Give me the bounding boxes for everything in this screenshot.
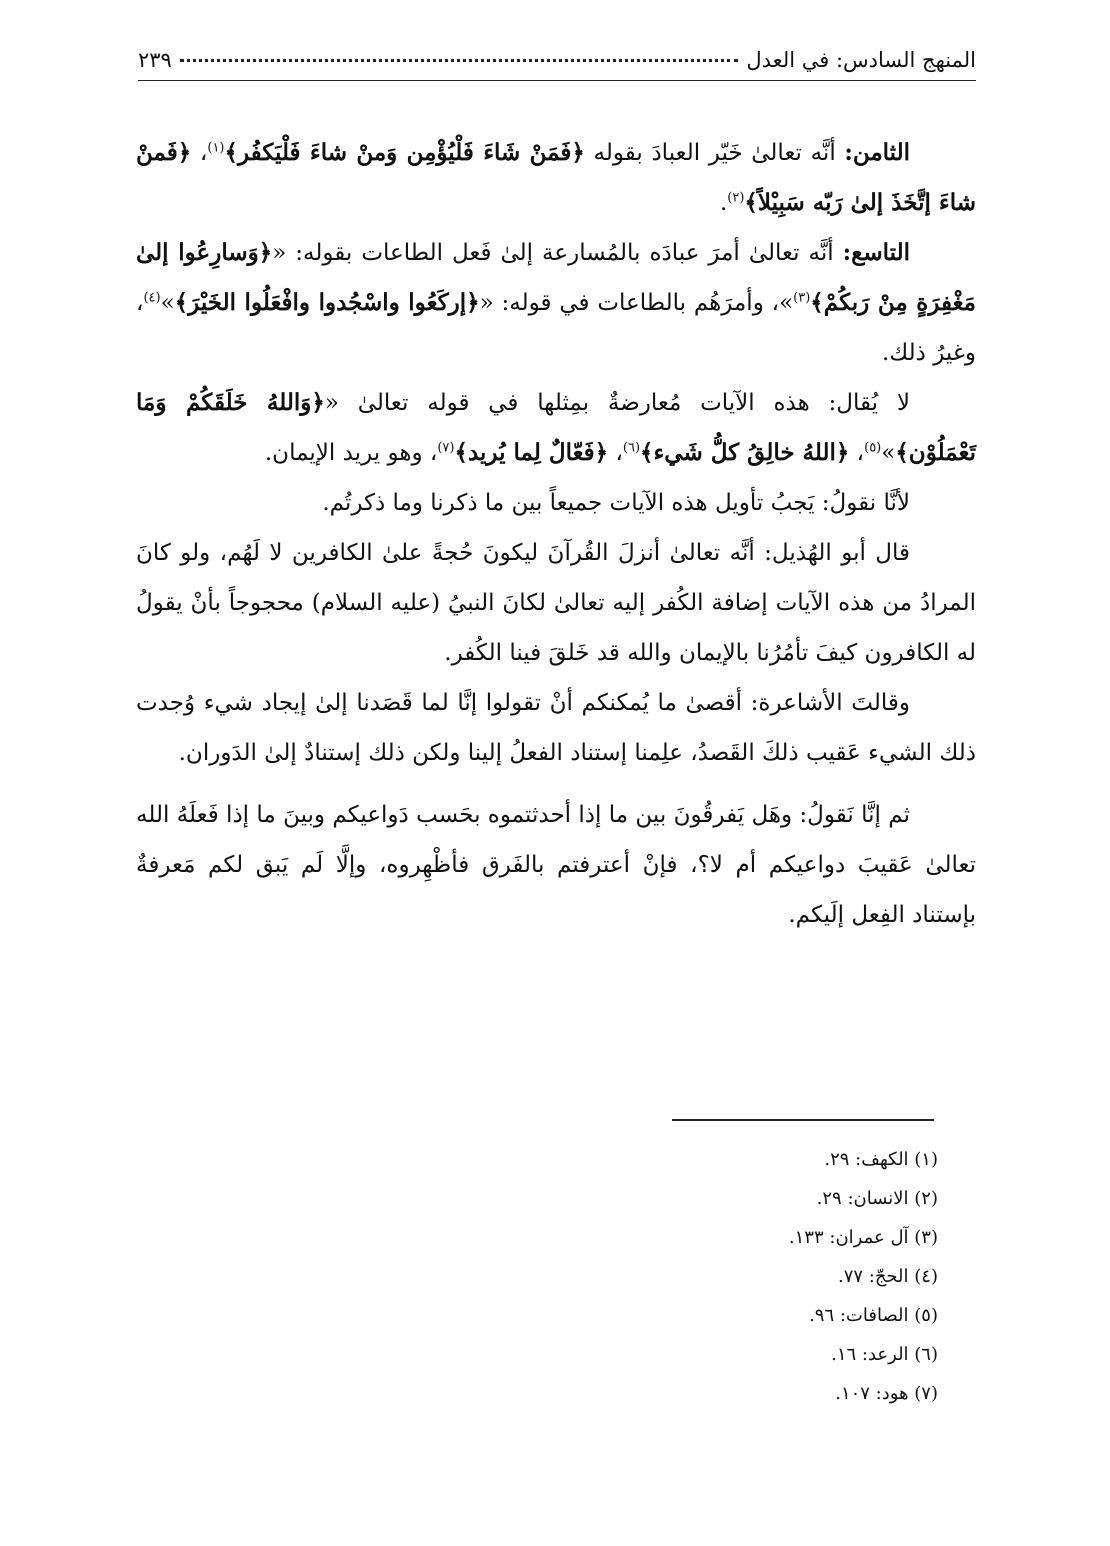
quran-quote: ﴿فَعّالٌ لِما يُريد﴾ bbox=[454, 439, 609, 466]
footnote-5: (٥) الصافات: ٩٦. bbox=[809, 1305, 938, 1326]
footnote-ref: (٢) bbox=[727, 190, 745, 206]
paragraph-abu-hudhayl: قال أبو الهُذيل: أنَّه تعالىٰ أنزلَ القُرآنَ ليكونَ حُجةً علىٰ الكافرين لا لَهُم، ولو كانَ المرادُ من هذه الآيات إضافة الكُفر إليه تعالىٰ لكانَ النبيُ (عليه السلام) محجوجاً بأنْ يقولُ له الكافرون كيفَ تأمُرُنا بالإيمان والله قد خَلقَ فينا الكُفر. bbox=[136, 540, 977, 666]
text-run: أنَّه تعالىٰ أمرَ عبادَه بالمُسارعة إلىٰ فَعل الطاعات بقوله: « bbox=[272, 240, 843, 266]
footnote-ref: (٥) bbox=[864, 440, 882, 456]
paragraph-objection bbox=[136, 378, 976, 478]
quran-quote: ﴿وَسارِعُوا إلىٰ مَغْفِرَةٍ مِنْ رَبكُمْ﴾ bbox=[136, 239, 976, 316]
text-run: ، bbox=[191, 140, 208, 166]
quran-quote: ﴿فَمَنْ شَاءَ فَلْيُؤْمِن وَمنْ شاءَ فَلْيَكفُر﴾ bbox=[224, 139, 585, 166]
footnote-6: (٦) الرعد: ١٦. bbox=[831, 1344, 938, 1365]
running-header bbox=[138, 40, 976, 81]
paragraph-reply: لأنَّا نقولُ: يَجبُ تأويل هذه الآيات جميعاً بين ما ذكرنا وما ذكرتُم. bbox=[322, 490, 910, 516]
footnote-ref: (٦) bbox=[622, 440, 641, 456]
footnote-ref: (٣) bbox=[793, 290, 811, 306]
footnote-separator bbox=[672, 1119, 934, 1121]
paragraph-label: الثامن: bbox=[844, 139, 911, 166]
chapter-title: المنهج السادس: في العدل bbox=[746, 48, 976, 72]
quran-quote: ﴿وَاللهُ خَلَقَكُمْ وَمَا تَعْمَلُوْن﴾ bbox=[136, 389, 976, 466]
paragraph-eighth bbox=[136, 128, 976, 228]
text-run: . bbox=[719, 190, 728, 216]
quran-quote: ﴿إركَعُوا واسْجُدوا وافْعَلُوا الخَيْرَ﴾ bbox=[174, 289, 480, 316]
paragraph-ninth bbox=[136, 228, 976, 378]
text-run: » bbox=[881, 440, 896, 466]
text-run: »، وأمرَهُم بالطاعات في قوله: « bbox=[479, 290, 794, 316]
paragraph-label: التاسع: bbox=[842, 239, 910, 266]
main-text bbox=[136, 128, 976, 940]
footnote-4: (٤) الحجّ: ٧٧. bbox=[837, 1266, 938, 1287]
text-run: ، وهو يريد الإيمان. bbox=[264, 440, 438, 466]
text-run: لا يُقال: هذه الآيات مُعارضةٌ بمِثلها في قوله تعالىٰ « bbox=[324, 390, 910, 416]
page-number: ٢٣٩ bbox=[138, 48, 172, 72]
quran-quote: ﴿اللهُ خالِقُ كلُّ شَيء﴾ bbox=[640, 439, 850, 466]
footnote-2: (٢) الانسان: ٢٩. bbox=[816, 1188, 938, 1209]
text-run: ، bbox=[849, 440, 865, 466]
footnote-1: (١) الكهف: ٢٩. bbox=[824, 1149, 938, 1170]
footnote-7: (٧) هود: ١٠٧. bbox=[835, 1383, 938, 1404]
footnote-ref: (٧) bbox=[437, 440, 455, 456]
footnote-3: (٣) آل عمران: ١٣٣. bbox=[788, 1227, 938, 1248]
footnote-ref: (٤) bbox=[143, 290, 161, 306]
text-run: ، bbox=[608, 440, 623, 466]
paragraph-ashaira: وقالتَ الأشاعرة: أقصىٰ ما يُمكنكم أنْ تقولوا إنَّا لما قَصَدنا إلىٰ إيجاد شيء وُجدت ذلك الشيء عَقيب ذلكَ القَصدُ، علِمنا إستناد الفعلُ إلينا ولكن ذلك إستنادٌ إلىٰ الدَوران. bbox=[136, 690, 976, 766]
footnotes bbox=[578, 1140, 938, 1413]
text-run: أنَّه تعالىٰ خَيّر العبادَ بقوله bbox=[584, 140, 845, 166]
header-leader-dots bbox=[180, 59, 739, 62]
text-run: ، وغيرُ ذلك. bbox=[136, 290, 976, 366]
quran-quote: ﴿فَمنْ شاءَ إتَّخَذَ إلىٰ رَبّه سَبِيْلاً﴾ bbox=[136, 139, 976, 216]
footnote-ref: (١) bbox=[207, 140, 225, 156]
text-run: » bbox=[160, 290, 175, 316]
paragraph-rebuttal: ثم إنَّا نَقولُ: وهَل يَفرقُونَ بين ما إذا أحدثتموه بحَسب دَواعيكم وبينَ ما إذا فَعلَهُ الله تعالىٰ عَقيبَ دواعيكم أم لا؟، فإنْ أعترفتم بالفَرق فأظْهِروه، وإلَّا لَم يَبق لكم مَعرفةٌ بإستناد الفِعل إلَيكم. bbox=[136, 802, 976, 928]
